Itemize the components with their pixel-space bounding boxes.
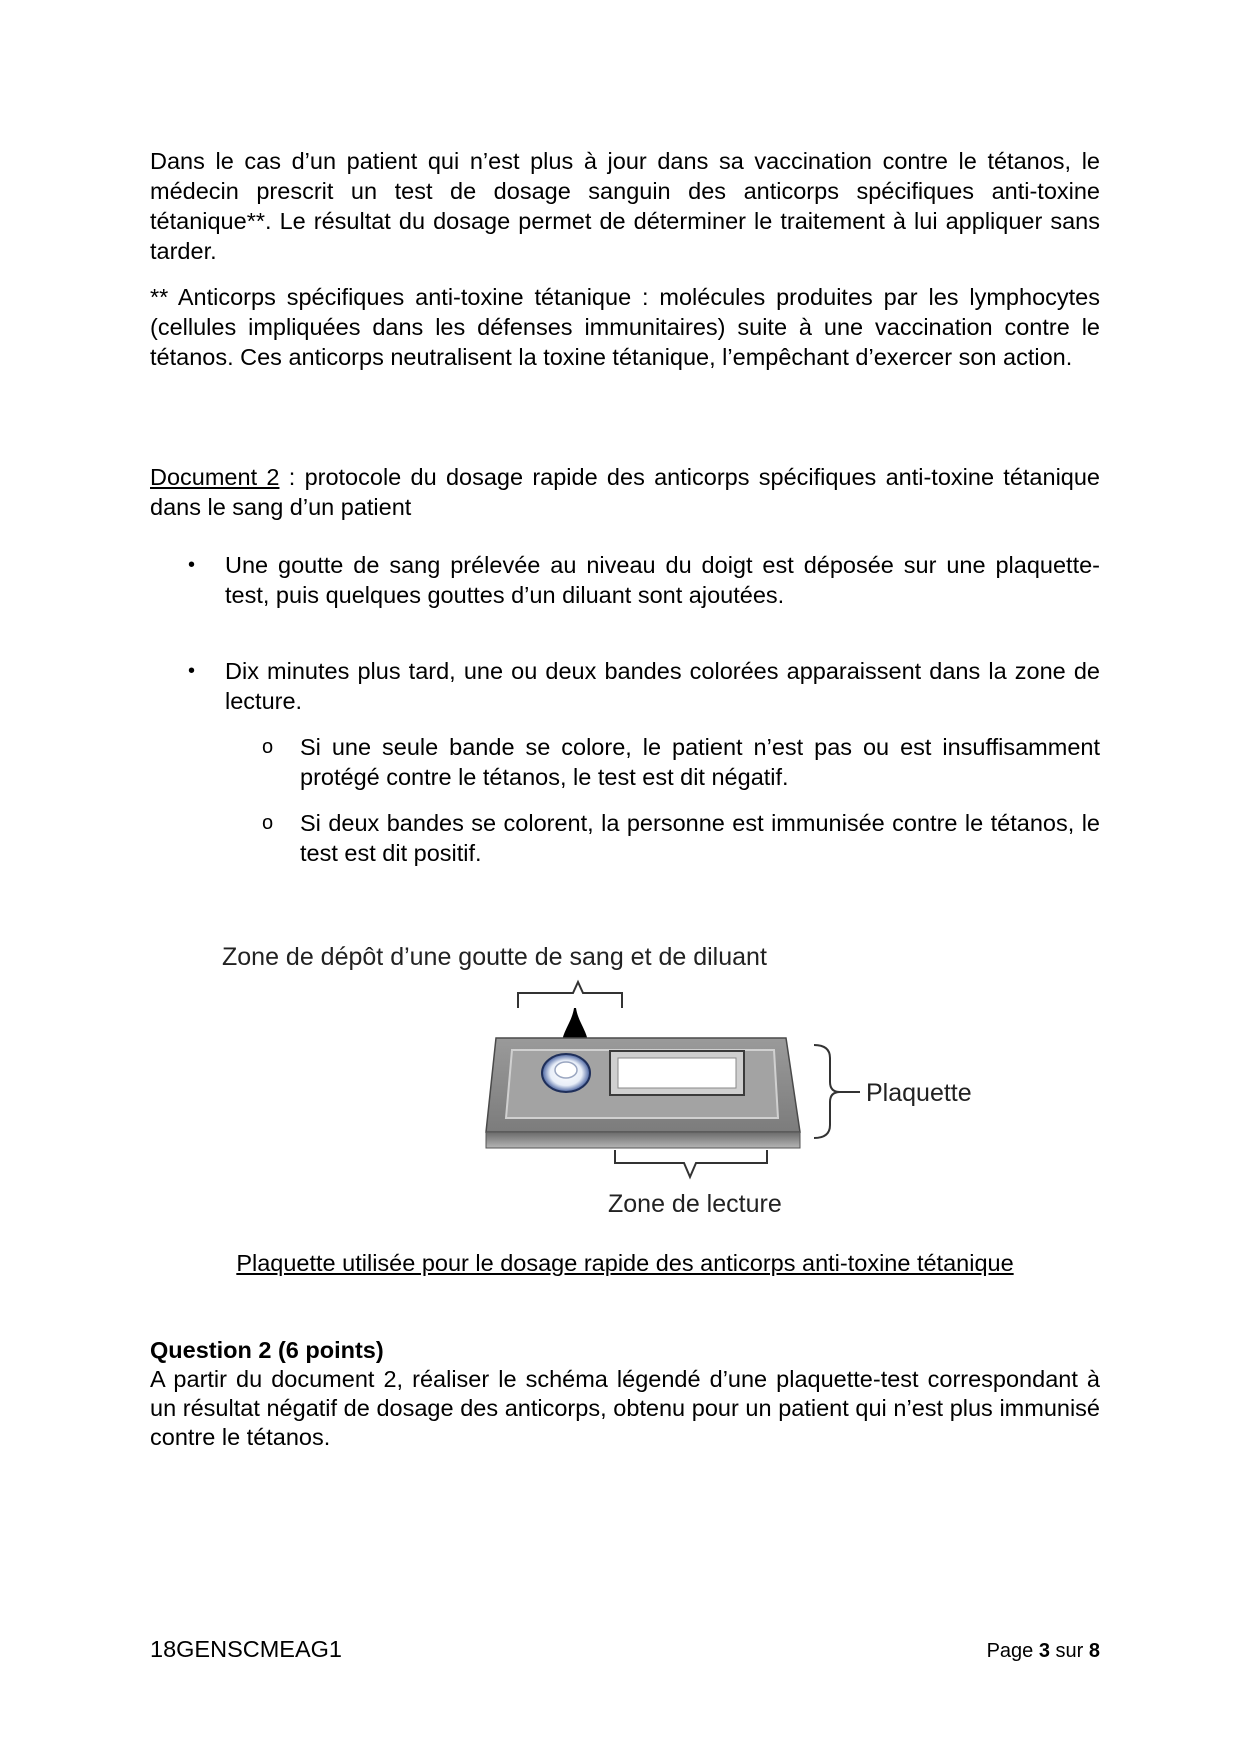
figure-caption: Plaquette utilisée pour le dosage rapide des anticorps anti-toxine tétanique (236, 1250, 1014, 1276)
deposit-zone-label: Zone de dépôt d’une goutte de sang et de diluant (222, 943, 767, 971)
circle-bullet-icon: o (262, 812, 274, 834)
question-text: A partir du document 2, réaliser le schéma légendé d’une plaquette-test correspondant à un résultat négatif de dosage des anticorps, obtenu pour un patient qui n’est plus immunisé contre le tétanos. (150, 1366, 1100, 1450)
question-2 (150, 1336, 1100, 1452)
page-current: 3 (1038, 1640, 1050, 1662)
antibody-footnote: ** Anticorps spécifiques anti-toxine tétanique : molécules produites par les lymphocytes (cellules impliquées dans les défenses immunitaires) suite à une vaccination contre le tétanos. Ces anticorps neutralisent la toxine tétanique, l’empêchant d’exercer son action. (150, 284, 1100, 370)
bullet-icon: • (188, 660, 196, 682)
reading-window (618, 1058, 736, 1088)
document-2-title-text: : protocole du dosage rapide des anticorps spécifiques anti-toxine tétanique dans le sang d’un patient (150, 464, 1100, 520)
plate-bracket (814, 1045, 840, 1138)
test-plate (486, 1038, 800, 1148)
intro-paragraph: Dans le cas d’un patient qui n’est plus à jour dans sa vaccination contre le tétanos, le médecin prescrit un test de dosage sanguin des anticorps spécifiques anti-toxine tétanique**. Le résultat du dosage permet de déterminer le traitement à lui appliquer sans tarder. (150, 148, 1100, 264)
negative-case-text: Si une seule bande se colore, le patient n’est pas ou est insuffisamment protégé contre le tétanos, le test est dit négatif. (300, 734, 1100, 790)
bullet-icon: • (188, 554, 196, 576)
reading-zone-label: Zone de lecture (608, 1190, 782, 1218)
reading-zone-bracket (615, 1150, 767, 1177)
list-item (150, 656, 1100, 868)
step-1-text: Une goutte de sang prélevée au niveau du doigt est déposée sur une plaquette-test, puis quelques gouttes d’un diluant sont ajoutées. (225, 552, 1100, 608)
list-item (225, 808, 1100, 868)
plate-body (486, 1038, 800, 1132)
list-item (150, 550, 1100, 610)
plate-label: Plaquette (866, 1079, 972, 1107)
question-title: Question 2 (6 points) (150, 1337, 384, 1363)
list-item (225, 732, 1100, 792)
page-content (150, 146, 1100, 868)
plate-inner-frame (506, 1050, 778, 1118)
page-number (987, 1640, 1100, 1663)
page-total: 8 (1088, 1640, 1100, 1662)
sample-well-hole (555, 1062, 577, 1078)
reading-window-frame (610, 1051, 744, 1095)
result-cases (225, 732, 1100, 868)
document-2-title (150, 462, 1100, 522)
blood-drop-icon (562, 1008, 588, 1060)
plate-edge (486, 1132, 800, 1148)
deposit-zone-bracket (518, 982, 622, 1008)
positive-case-text: Si deux bandes se colorent, la personne est immunisée contre le tétanos, le test est dit positif. (300, 810, 1100, 866)
document-2-label: Document 2 (150, 464, 280, 490)
page-prefix: Page (986, 1640, 1039, 1662)
circle-bullet-icon: o (262, 736, 274, 758)
protocol-steps (150, 550, 1100, 868)
page-mid: sur (1049, 1640, 1089, 1662)
step-2-text: Dix minutes plus tard, une ou deux bandes colorées apparaissent dans la zone de lecture. (225, 658, 1100, 714)
sample-well (542, 1054, 590, 1092)
exam-code: 18GENSCMEAG1 (150, 1636, 342, 1662)
